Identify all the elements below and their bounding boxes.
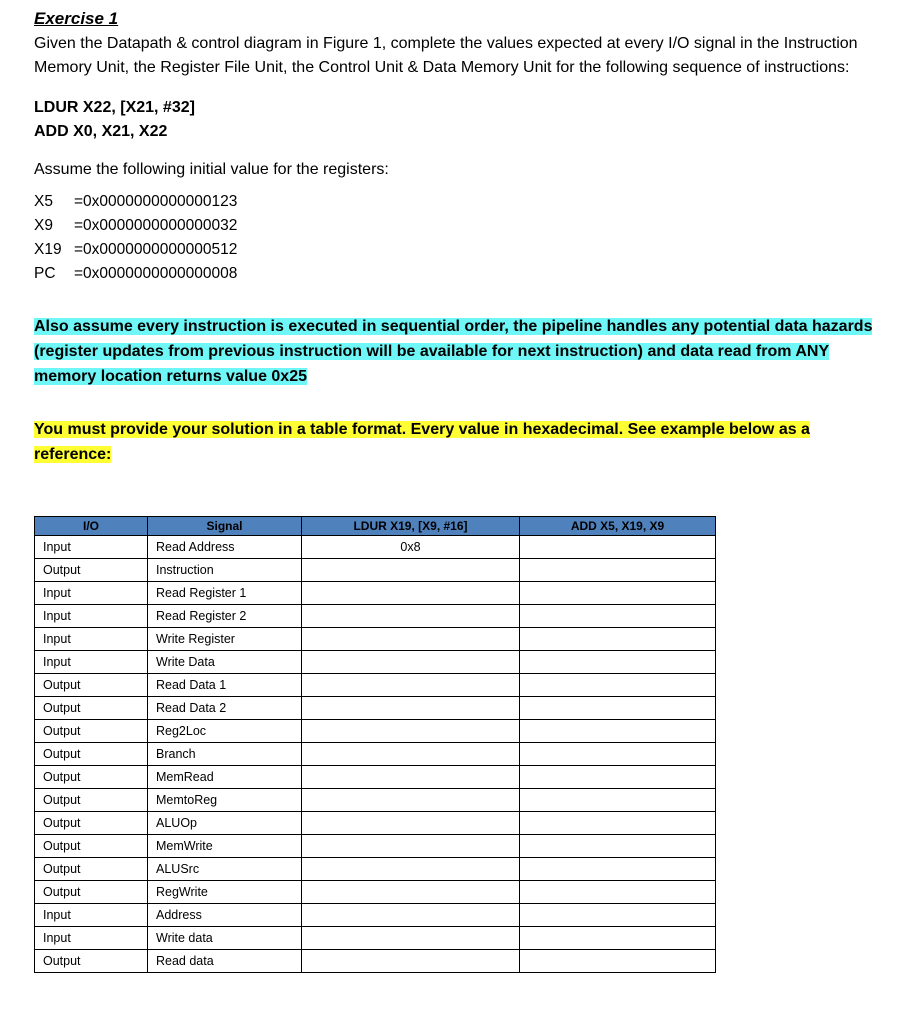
table-row bbox=[35, 812, 716, 835]
register-line bbox=[34, 238, 884, 262]
value-cell[interactable] bbox=[302, 858, 520, 881]
io-cell: Output bbox=[35, 789, 148, 812]
signal-cell: Write data bbox=[148, 927, 302, 950]
exercise-title: Exercise 1 bbox=[34, 9, 119, 28]
signal-cell: MemtoReg bbox=[148, 789, 302, 812]
signal-cell: Read Data 1 bbox=[148, 674, 302, 697]
exercise-document bbox=[34, 8, 884, 467]
value-cell[interactable] bbox=[520, 582, 716, 605]
format-note bbox=[34, 417, 884, 467]
signal-cell: Write Data bbox=[148, 651, 302, 674]
table-header-row bbox=[35, 517, 716, 536]
register-name: X5 bbox=[34, 193, 53, 210]
value-cell[interactable] bbox=[302, 835, 520, 858]
value-cell[interactable] bbox=[520, 697, 716, 720]
table-row bbox=[35, 651, 716, 674]
io-cell: Input bbox=[35, 536, 148, 559]
io-cell: Output bbox=[35, 766, 148, 789]
io-cell: Output bbox=[35, 720, 148, 743]
assumption-note-text: Also assume every instruction is executed in sequential order, the pipeline handles any potential data hazards (register updates from previous instruction will be available for next instruction) and data read from ANY memory location returns value 0x25 bbox=[34, 318, 873, 385]
signal-cell: Reg2Loc bbox=[148, 720, 302, 743]
value-cell[interactable] bbox=[520, 536, 716, 559]
signal-cell: Read data bbox=[148, 950, 302, 973]
table-row bbox=[35, 559, 716, 582]
io-cell: Output bbox=[35, 697, 148, 720]
value-cell[interactable] bbox=[302, 743, 520, 766]
header-instruction-1: LDUR X19, [X9, #16] bbox=[302, 517, 520, 536]
signal-cell: MemWrite bbox=[148, 835, 302, 858]
register-line bbox=[34, 190, 884, 214]
value-cell[interactable] bbox=[520, 720, 716, 743]
value-cell[interactable] bbox=[520, 927, 716, 950]
signal-cell: Read Data 2 bbox=[148, 697, 302, 720]
table-row bbox=[35, 950, 716, 973]
value-cell[interactable] bbox=[302, 697, 520, 720]
io-cell: Output bbox=[35, 743, 148, 766]
value-cell[interactable] bbox=[520, 835, 716, 858]
instruction-line: LDUR X22, [X21, #32] bbox=[34, 99, 195, 116]
io-cell: Output bbox=[35, 858, 148, 881]
register-name: PC bbox=[34, 265, 56, 282]
signal-cell: ALUOp bbox=[148, 812, 302, 835]
signal-cell: Branch bbox=[148, 743, 302, 766]
value-cell[interactable] bbox=[520, 743, 716, 766]
signal-cell: ALUSrc bbox=[148, 858, 302, 881]
io-cell: Output bbox=[35, 835, 148, 858]
table-row bbox=[35, 605, 716, 628]
io-cell: Input bbox=[35, 605, 148, 628]
value-cell[interactable] bbox=[302, 605, 520, 628]
reference-table bbox=[34, 516, 716, 973]
value-cell[interactable] bbox=[520, 789, 716, 812]
value-cell[interactable] bbox=[302, 950, 520, 973]
value-cell[interactable] bbox=[302, 904, 520, 927]
header-signal: Signal bbox=[148, 517, 302, 536]
signal-cell: Write Register bbox=[148, 628, 302, 651]
value-cell[interactable] bbox=[302, 812, 520, 835]
value-cell[interactable] bbox=[520, 812, 716, 835]
io-cell: Output bbox=[35, 950, 148, 973]
register-name: X19 bbox=[34, 241, 62, 258]
format-note-text: You must provide your solution in a table format. Every value in hexadecimal. See example below as a reference: bbox=[34, 421, 810, 463]
value-cell[interactable] bbox=[302, 720, 520, 743]
table-row bbox=[35, 720, 716, 743]
signal-cell: Instruction bbox=[148, 559, 302, 582]
value-cell[interactable] bbox=[520, 950, 716, 973]
table-row bbox=[35, 536, 716, 559]
value-cell[interactable] bbox=[520, 559, 716, 582]
io-cell: Output bbox=[35, 881, 148, 904]
io-cell: Input bbox=[35, 582, 148, 605]
value-cell[interactable] bbox=[302, 674, 520, 697]
table-row bbox=[35, 628, 716, 651]
table-row bbox=[35, 766, 716, 789]
value-cell[interactable] bbox=[302, 559, 520, 582]
register-value: =0x0000000000000032 bbox=[74, 217, 238, 234]
io-cell: Input bbox=[35, 628, 148, 651]
value-cell[interactable] bbox=[520, 858, 716, 881]
table-row bbox=[35, 697, 716, 720]
table-row bbox=[35, 582, 716, 605]
value-cell[interactable] bbox=[520, 605, 716, 628]
register-line bbox=[34, 214, 884, 238]
value-cell[interactable]: 0x8 bbox=[302, 536, 520, 559]
exercise-intro: Given the Datapath & control diagram in Figure 1, complete the values expected at every I/O signal in the Instruction Memory Unit, the Register File Unit, the Control Unit & Data Memory Unit for the following sequence of instructions: bbox=[34, 35, 858, 76]
io-cell: Output bbox=[35, 559, 148, 582]
register-value: =0x0000000000000512 bbox=[74, 241, 238, 258]
value-cell[interactable] bbox=[302, 651, 520, 674]
register-value: =0x0000000000000123 bbox=[74, 193, 238, 210]
table-row bbox=[35, 835, 716, 858]
assume-text: Assume the following initial value for the registers: bbox=[34, 161, 389, 178]
io-cell: Input bbox=[35, 904, 148, 927]
value-cell[interactable] bbox=[520, 766, 716, 789]
header-instruction-2: ADD X5, X19, X9 bbox=[520, 517, 716, 536]
table-row bbox=[35, 674, 716, 697]
io-cell: Input bbox=[35, 651, 148, 674]
value-cell[interactable] bbox=[520, 674, 716, 697]
header-io: I/O bbox=[35, 517, 148, 536]
signal-cell: MemRead bbox=[148, 766, 302, 789]
io-cell: Output bbox=[35, 812, 148, 835]
signal-cell: Read Register 1 bbox=[148, 582, 302, 605]
table-row bbox=[35, 927, 716, 950]
table-row bbox=[35, 904, 716, 927]
table-row bbox=[35, 789, 716, 812]
instruction-line: ADD X0, X21, X22 bbox=[34, 123, 168, 140]
table-row bbox=[35, 881, 716, 904]
value-cell[interactable] bbox=[302, 582, 520, 605]
value-cell[interactable] bbox=[520, 628, 716, 651]
register-value: =0x0000000000000008 bbox=[74, 265, 238, 282]
register-name: X9 bbox=[34, 217, 53, 234]
signal-cell: Address bbox=[148, 904, 302, 927]
table-row bbox=[35, 858, 716, 881]
instruction-list bbox=[34, 96, 884, 144]
value-cell[interactable] bbox=[520, 904, 716, 927]
table-row bbox=[35, 743, 716, 766]
value-cell[interactable] bbox=[520, 881, 716, 904]
value-cell[interactable] bbox=[520, 651, 716, 674]
signal-cell: RegWrite bbox=[148, 881, 302, 904]
assumption-note bbox=[34, 314, 884, 389]
value-cell[interactable] bbox=[302, 789, 520, 812]
signal-cell: Read Address bbox=[148, 536, 302, 559]
value-cell[interactable] bbox=[302, 927, 520, 950]
value-cell[interactable] bbox=[302, 881, 520, 904]
signal-cell: Read Register 2 bbox=[148, 605, 302, 628]
io-cell: Output bbox=[35, 674, 148, 697]
io-cell: Input bbox=[35, 927, 148, 950]
register-line bbox=[34, 262, 884, 286]
register-list bbox=[34, 190, 884, 286]
value-cell[interactable] bbox=[302, 766, 520, 789]
value-cell[interactable] bbox=[302, 628, 520, 651]
